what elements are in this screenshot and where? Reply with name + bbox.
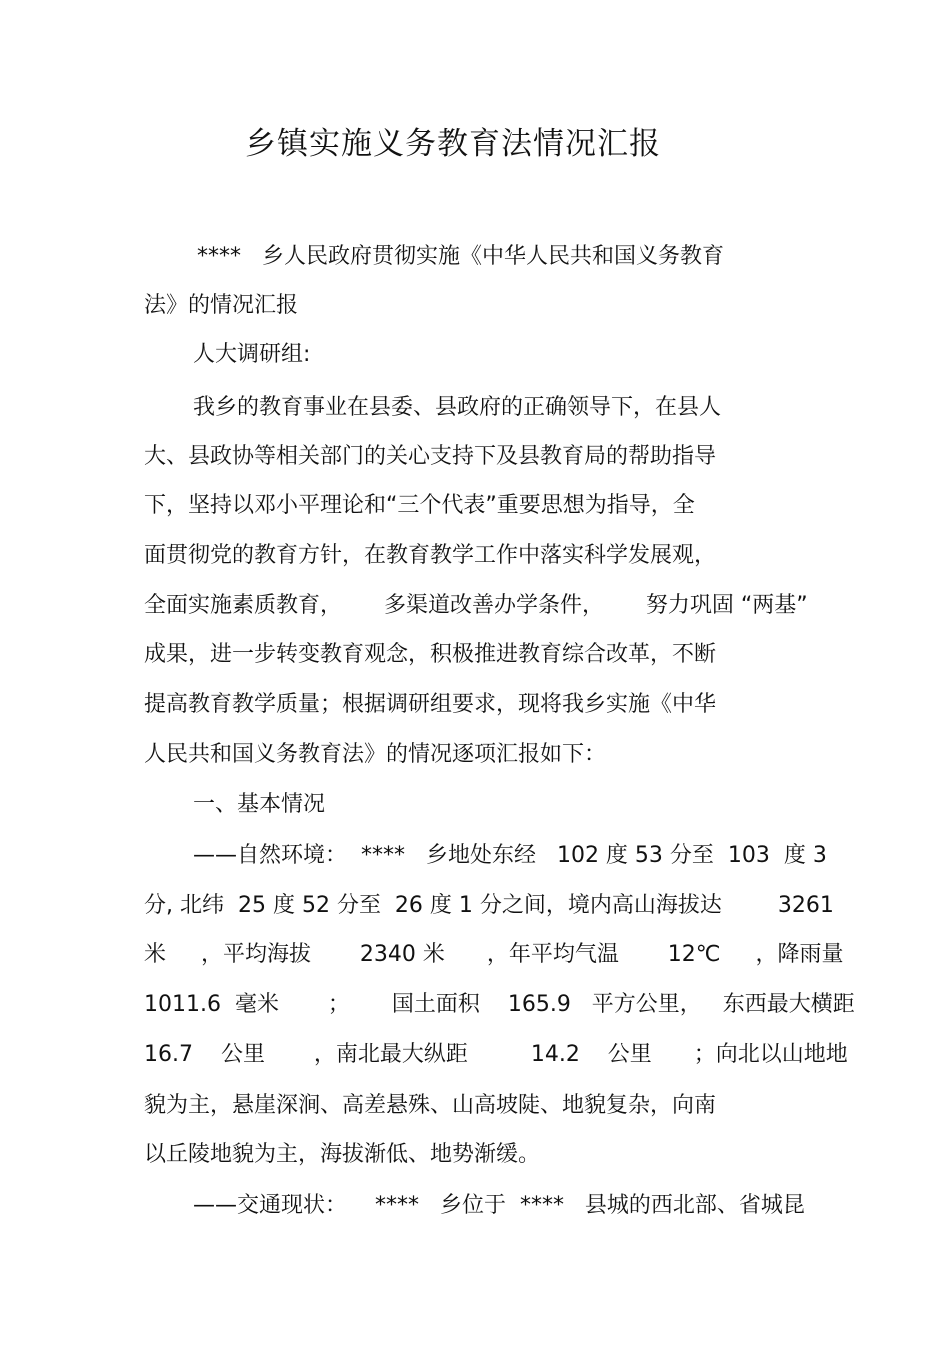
text-line-19: 以丘陵地貌为主，海拔渐低、地势渐缓。 xyxy=(144,1142,541,1167)
text-line-5: 大、县政协等相关部门的关心支持下及县教育局的帮助指导 xyxy=(144,444,717,469)
text-line-3: 人大调研组: xyxy=(193,342,311,367)
text-line-8: 全面实施素质教育， 多渠道改善办学条件， 努力巩固 “两基” xyxy=(144,593,808,618)
document-title: 乡镇实施义务教育法情况汇报 xyxy=(245,126,661,162)
text-line-10: 提高教育教学质量；根据调研组要求，现将我乡实施《中华 xyxy=(144,692,717,717)
text-line-18: 貌为主，悬崖深涧、高差悬殊、山高坡陡、地貌复杂，向南 xyxy=(144,1093,717,1118)
text-line-13: ——自然环境： **** 乡地处东经 102 度 53 分至 103 度 3 xyxy=(193,843,827,868)
text-line-1: **** 乡人民政府贯彻实施《中华人民共和国义务教育 xyxy=(197,244,724,269)
text-line-20: ——交通现状： **** 乡位于 **** 县城的西北部、省城昆 xyxy=(193,1193,805,1218)
text-line-17: 16.7 公里 ，南北最大纵距 14.2 公里 ；向北以山地地 xyxy=(144,1042,848,1067)
text-line-12: 一、基本情况 xyxy=(193,792,326,817)
text-line-4: 我乡的教育事业在县委、县政府的正确领导下，在县人 xyxy=(193,395,722,420)
text-line-11: 人民共和国义务教育法》的情况逐项汇报如下： xyxy=(144,742,607,767)
text-line-14: 分, 北纬 25 度 52 分至 26 度 1 分之间，境内高山海拔达 3261 xyxy=(144,893,834,918)
text-line-6: 下，坚持以邓小平理论和“三个代表”重要思想为指导，全 xyxy=(144,493,695,518)
text-line-2: 法》的情况汇报 xyxy=(144,293,299,318)
text-line-15: 米 ，平均海拔 2340 米 ，年平均气温 12℃ ，降雨量 xyxy=(144,942,844,967)
text-line-9: 成果，进一步转变教育观念，积极推进教育综合改革，不断 xyxy=(144,642,717,667)
text-line-7: 面贯彻党的教育方针，在教育教学工作中落实科学发展观， xyxy=(144,543,717,568)
text-line-16: 1011.6 毫米 ； 国土面积 165.9 平方公里， 东西最大横距 xyxy=(144,992,855,1017)
